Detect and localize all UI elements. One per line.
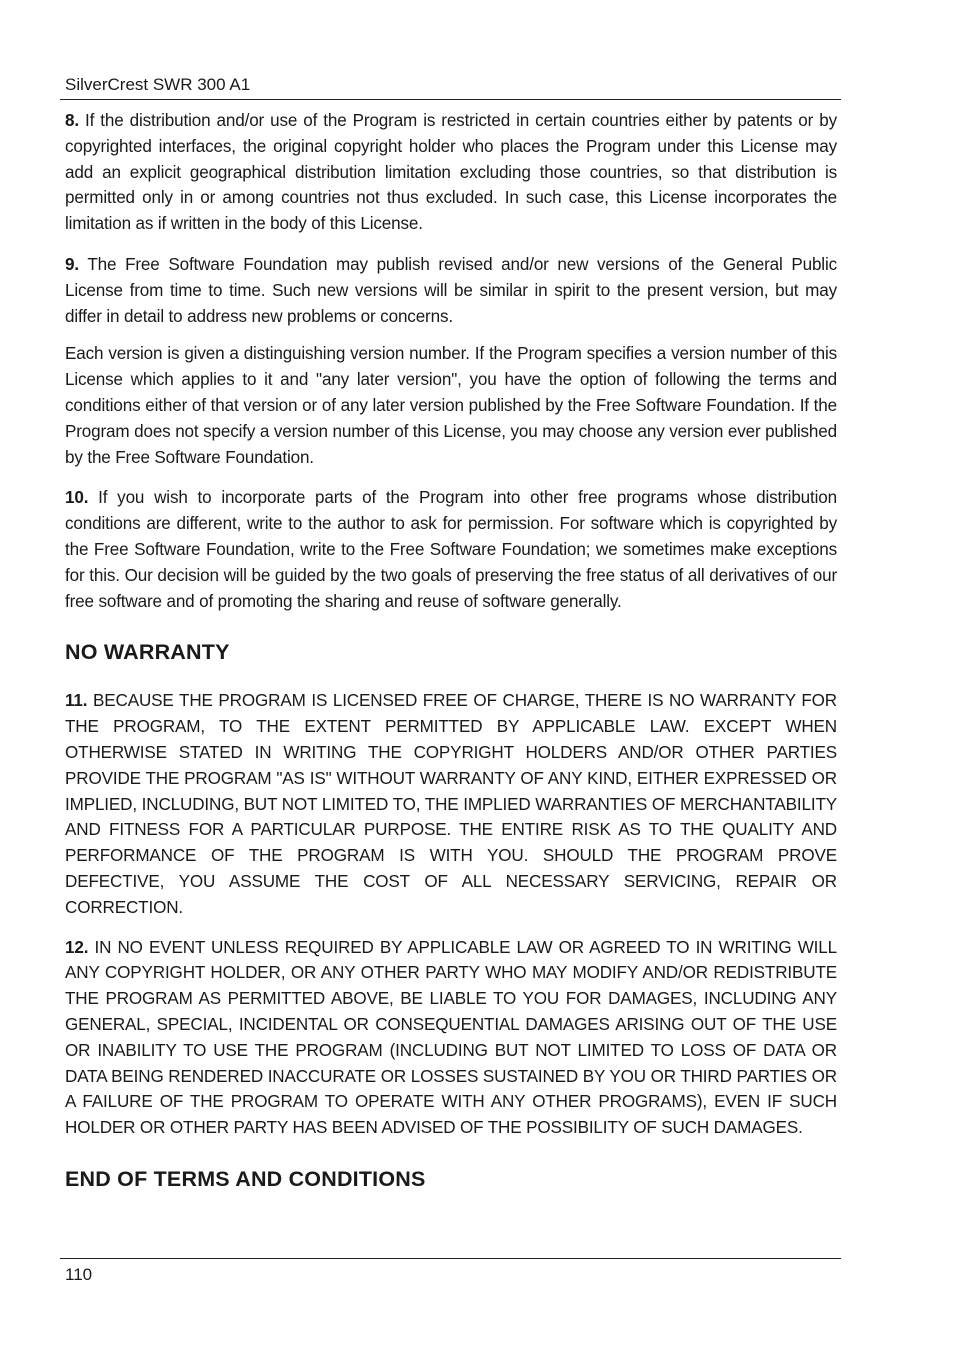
- section-number: 8.: [65, 111, 79, 130]
- page-number: 110: [65, 1265, 93, 1284]
- page-content: [65, 108, 837, 1193]
- paragraph-section-9-continued: [65, 341, 837, 470]
- paragraph-text: If you wish to incorporate parts of the Program into other free programs whose distribution conditions are different, write to the author to ask for permission. For software which is copyrighted by the Free Software Foundation, write to the Free Software Foundation; we sometimes make exceptions for this. Our decision will be guided by the two goals of preserving the free status of all derivatives of our free software and of promoting the sharing and reuse of software generally.: [65, 488, 837, 611]
- paragraph-section-11: [65, 688, 837, 920]
- footer-divider: [60, 1258, 841, 1259]
- paragraph-text: BECAUSE THE PROGRAM IS LICENSED FREE OF CHARGE, THERE IS NO WARRANTY FOR THE PROGRAM, TO THE EXTENT PERMITTED BY APPLICABLE LAW. EXCEPT WHEN OTHERWISE STATED IN WRITING THE COPYRIGHT HOLDERS AND/OR OTHER PARTIES PROVIDE THE PROGRAM "AS IS" WITHOUT WARRANTY OF ANY KIND, EITHER EXPRESSED OR IMPLIED, INCLUDING, BUT NOT LIMITED TO, THE IMPLIED WARRANTIES OF MERCHANTABILITY AND FITNESS FOR A PARTICULAR PURPOSE. THE ENTIRE RISK AS TO THE QUALITY AND PERFORMANCE OF THE PROGRAM IS WITH YOU. SHOULD THE PROGRAM PROVE DEFECTIVE, YOU ASSUME THE COST OF ALL NECESSARY SERVICING, REPAIR OR CORRECTION.: [65, 691, 837, 917]
- paragraph-section-8: [65, 108, 837, 237]
- section-number: 9.: [65, 254, 79, 274]
- paragraph-text: Each version is given a distinguishing version number. If the Program specifies a version number of this License which applies to it and "any later version", you have the option of following the terms and conditions either of that version or of any later version published by the Free Software Foundation. If the Program does not specify a version number of this License, you may choose any version ever published by the Free Software Foundation.: [65, 344, 837, 467]
- running-header: SilverCrest SWR 300 A1: [65, 75, 251, 94]
- section-number: 10.: [65, 488, 89, 508]
- paragraph-text: The Free Software Foundation may publish revised and/or new versions of the General Public License from time to time. Such new versions will be similar in spirit to the present version, but may differ in detail to address new problems or concerns.: [65, 254, 837, 326]
- paragraph-text: If the distribution and/or use of the Program is restricted in certain countries either by patents or by copyrighted interfaces, the original copyright holder who places the Program under this License may add an explicit geographical distribution limitation excluding those countries, so that distribution is permitted only in or among countries not thus excluded. In such case, this License incorporates the limitation as if written in the body of this License.: [65, 111, 837, 234]
- heading-end-of-terms: END OF TERMS AND CONDITIONS: [65, 1166, 426, 1191]
- paragraph-section-10: [65, 485, 837, 614]
- paragraph-section-9: [65, 252, 837, 329]
- section-number: 12.: [65, 937, 89, 957]
- heading-no-warranty: NO WARRANTY: [65, 640, 230, 665]
- paragraph-text: IN NO EVENT UNLESS REQUIRED BY APPLICABLE LAW OR AGREED TO IN WRITING WILL ANY COPYRIGHT HOLDER, OR ANY OTHER PARTY WHO MAY MODIFY AND/OR REDISTRIBUTE THE PROGRAM AS PERMITTED ABOVE, BE LIABLE TO YOU FOR DAMAGES, INCLUDING ANY GENERAL, SPECIAL, INCIDENTAL OR CONSEQUENTIAL DAMAGES ARISING OUT OF THE USE OR INABILITY TO USE THE PROGRAM (INCLUDING BUT NOT LIMITED TO LOSS OF DATA OR DATA BEING RENDERED INACCURATE OR LOSSES SUSTAINED BY YOU OR THIRD PARTIES OR A FAILURE OF THE PROGRAM TO OPERATE WITH ANY OTHER PROGRAMS), EVEN IF SUCH HOLDER OR OTHER PARTY HAS BEEN ADVISED OF THE POSSIBILITY OF SUCH DAMAGES.: [65, 937, 837, 1138]
- header-divider: [60, 99, 841, 100]
- section-number: 11.: [65, 691, 88, 711]
- paragraph-section-12: [65, 935, 837, 1141]
